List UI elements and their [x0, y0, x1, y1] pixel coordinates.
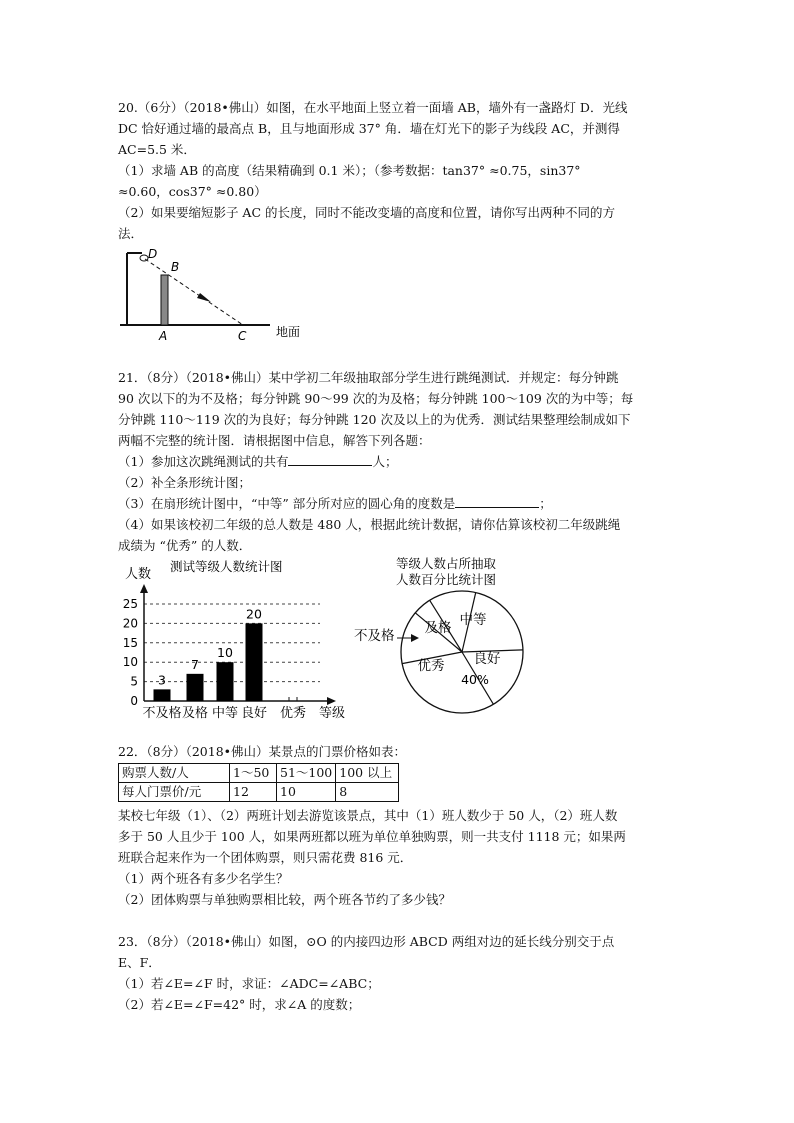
pie-title-line2: 人数百分比统计图	[396, 572, 497, 587]
q22-line3: 多于 50 人且少于 100 人，如果两班都以班为单位单独购票，则一共支付 1118 元；如果两	[118, 829, 626, 844]
bar-chart	[110, 552, 360, 727]
q20-line3: AC=5.5 米．	[118, 142, 196, 157]
y-tick-label: 5	[130, 674, 138, 689]
label-d: D	[148, 247, 158, 261]
x-tick-label: 良好	[240, 706, 268, 721]
q23-line1: 23．（8分）（2018•佛山）如图，⊙O 的内接四边形 ABCD 两组对边的延长线分别交于点	[118, 934, 615, 949]
table-cell: 1～50	[230, 764, 277, 783]
answer-blank[interactable]	[455, 493, 539, 508]
label-ground: 地面	[276, 325, 301, 339]
table-cell: 100 以上	[336, 764, 399, 783]
x-tick-label: 及格	[181, 706, 209, 721]
bar	[217, 662, 234, 701]
y-tick-label: 15	[122, 635, 138, 650]
bar-data-label: 20	[246, 606, 262, 622]
q23-line2: E、F．	[118, 955, 161, 970]
table-cell: 8	[336, 783, 399, 802]
wall-lamp-figure	[110, 245, 320, 345]
table-cell: 购票人数/人	[119, 764, 230, 783]
pie-slice-label: 优秀	[417, 658, 445, 674]
bar-chart-ylabel: 人数	[125, 567, 152, 582]
q21-sub3	[118, 493, 688, 514]
q21-line3: 分钟跳 110～119 次的为良好；每分钟跳 120 次及以上的为优秀．测试结果整理绘制成如下	[118, 412, 631, 427]
q21-line4: 两幅不完整的统计图．请根据图中信息，解答下列各题：	[118, 433, 431, 448]
pie-title-line1: 等级人数占所抽取	[396, 556, 497, 571]
label-c: C	[238, 329, 247, 343]
q22-sub1: （1）两个班各有多少名学生？	[118, 871, 289, 886]
y-tick-label: 25	[122, 597, 138, 611]
q21-sub2: （2）补全条形统计图；	[118, 475, 251, 490]
bar-data-label: 10	[217, 645, 233, 661]
x-tick-label: 中等	[211, 706, 239, 721]
q22-sub2: （2）团体购票与单独购票相比较，两个班各节约了多少钱？	[118, 892, 451, 907]
y-tick-label: 10	[122, 655, 138, 670]
label-a: A	[159, 329, 168, 343]
q22-line2: 某校七年级（1）、（2）两班计划去游览该景点，其中（1）班人数少于 50 人，（2）班人数	[118, 808, 618, 823]
pie-slice-label: 良好	[473, 651, 501, 667]
q21-sub1-text: （1）参加这次跳绳测试的共有	[118, 454, 289, 469]
y-tick-label: 0	[130, 694, 138, 708]
q20-line7: 法．	[118, 226, 144, 241]
table-row	[119, 783, 399, 802]
pie-outside-label: 不及格	[354, 628, 395, 644]
table-cell: 12	[230, 783, 277, 802]
y-tick-label: 20	[122, 616, 138, 631]
table-row	[119, 764, 399, 783]
ray-arrow-icon	[197, 293, 211, 302]
q20-line6: （2）如果要缩短影子 AC 的长度，同时不能改变墙的高度和位置，请你写出两种不同的方	[118, 205, 615, 220]
bar	[187, 674, 204, 701]
pie-chart	[350, 552, 550, 717]
bar	[246, 623, 263, 701]
q21-sub1	[118, 451, 688, 472]
label-b: B	[171, 260, 180, 274]
table-cell: 51～100	[277, 764, 336, 783]
x-tick-label: 优秀	[279, 706, 307, 721]
bar-data-label: 3	[158, 672, 166, 688]
bar-chart-xlabel: 等级	[318, 706, 346, 721]
q21-sub3-text: （3）在扇形统计图中，“中等” 部分所对应的圆心角的度数是	[118, 496, 456, 511]
q21-line2: 90 次以下的为不及格；每分钟跳 90～99 次的为及格；每分钟跳 100～109 次的为中等；每	[118, 391, 634, 406]
light-ray	[145, 259, 243, 325]
q23-sub1: （1）若∠E=∠F 时，求证：∠ADC=∠ABC；	[118, 976, 380, 991]
q21-sub4-line1: （4）如果该校初二年级的总人数是 480 人，根据此统计数据，请你估算该校初二年级跳绳	[118, 517, 621, 532]
pie-slice-label: 中等	[459, 612, 487, 628]
q21-sub4-line2: 成绩为 “优秀” 的人数．	[118, 538, 252, 553]
bar-chart-title: 测试等级人数统计图	[170, 559, 283, 574]
pie-percent-label: 40%	[461, 672, 489, 687]
q20-line2: DC 恰好通过墙的最高点 B，且与地面形成 37° 角．墙在灯光下的影子为线段 AC，并测得	[118, 121, 620, 136]
answer-blank[interactable]	[288, 451, 372, 466]
q23-sub2: （2）若∠E=∠F=42° 时，求∠A 的度数；	[118, 997, 361, 1012]
wall-ab	[161, 275, 168, 325]
x-tick-label: 不及格	[142, 706, 182, 721]
q20-line4: （1）求墙 AB 的高度（结果精确到 0.1 米）；（参考数据：tan37° ≈0.75，sin37°	[118, 163, 581, 178]
y-axis-arrow-icon	[140, 584, 148, 593]
table-cell: 每人门票价/元	[119, 783, 230, 802]
table-cell: 10	[277, 783, 336, 802]
q21-sub1-unit: 人；	[372, 454, 398, 469]
price-table	[118, 763, 399, 802]
bar-data-label: 7	[191, 656, 199, 672]
q20-line5: ≈0.60，cos37° ≈0.80）	[118, 184, 267, 199]
q22-line4: 班联合起来作为一个团体购票，则只需花费 816 元．	[118, 850, 413, 865]
bar	[154, 689, 171, 701]
x-axis-arrow-icon	[327, 697, 336, 705]
q20-line1: 20.（6分）（2018•佛山）如图，在水平地面上竖立着一面墙 AB，墙外有一盏路灯 D．光线	[118, 100, 628, 115]
q21-line1: 21．（8分）（2018•佛山）某中学初二年级抽取部分学生进行跳绳测试．并规定：每分钟跳	[118, 370, 619, 385]
pie-slice-label: 及格	[424, 620, 452, 636]
q21-sub3-end: ；	[539, 496, 552, 511]
q22-line1: 22．（8分）（2018•佛山）某景点的门票价格如表：	[118, 744, 407, 759]
